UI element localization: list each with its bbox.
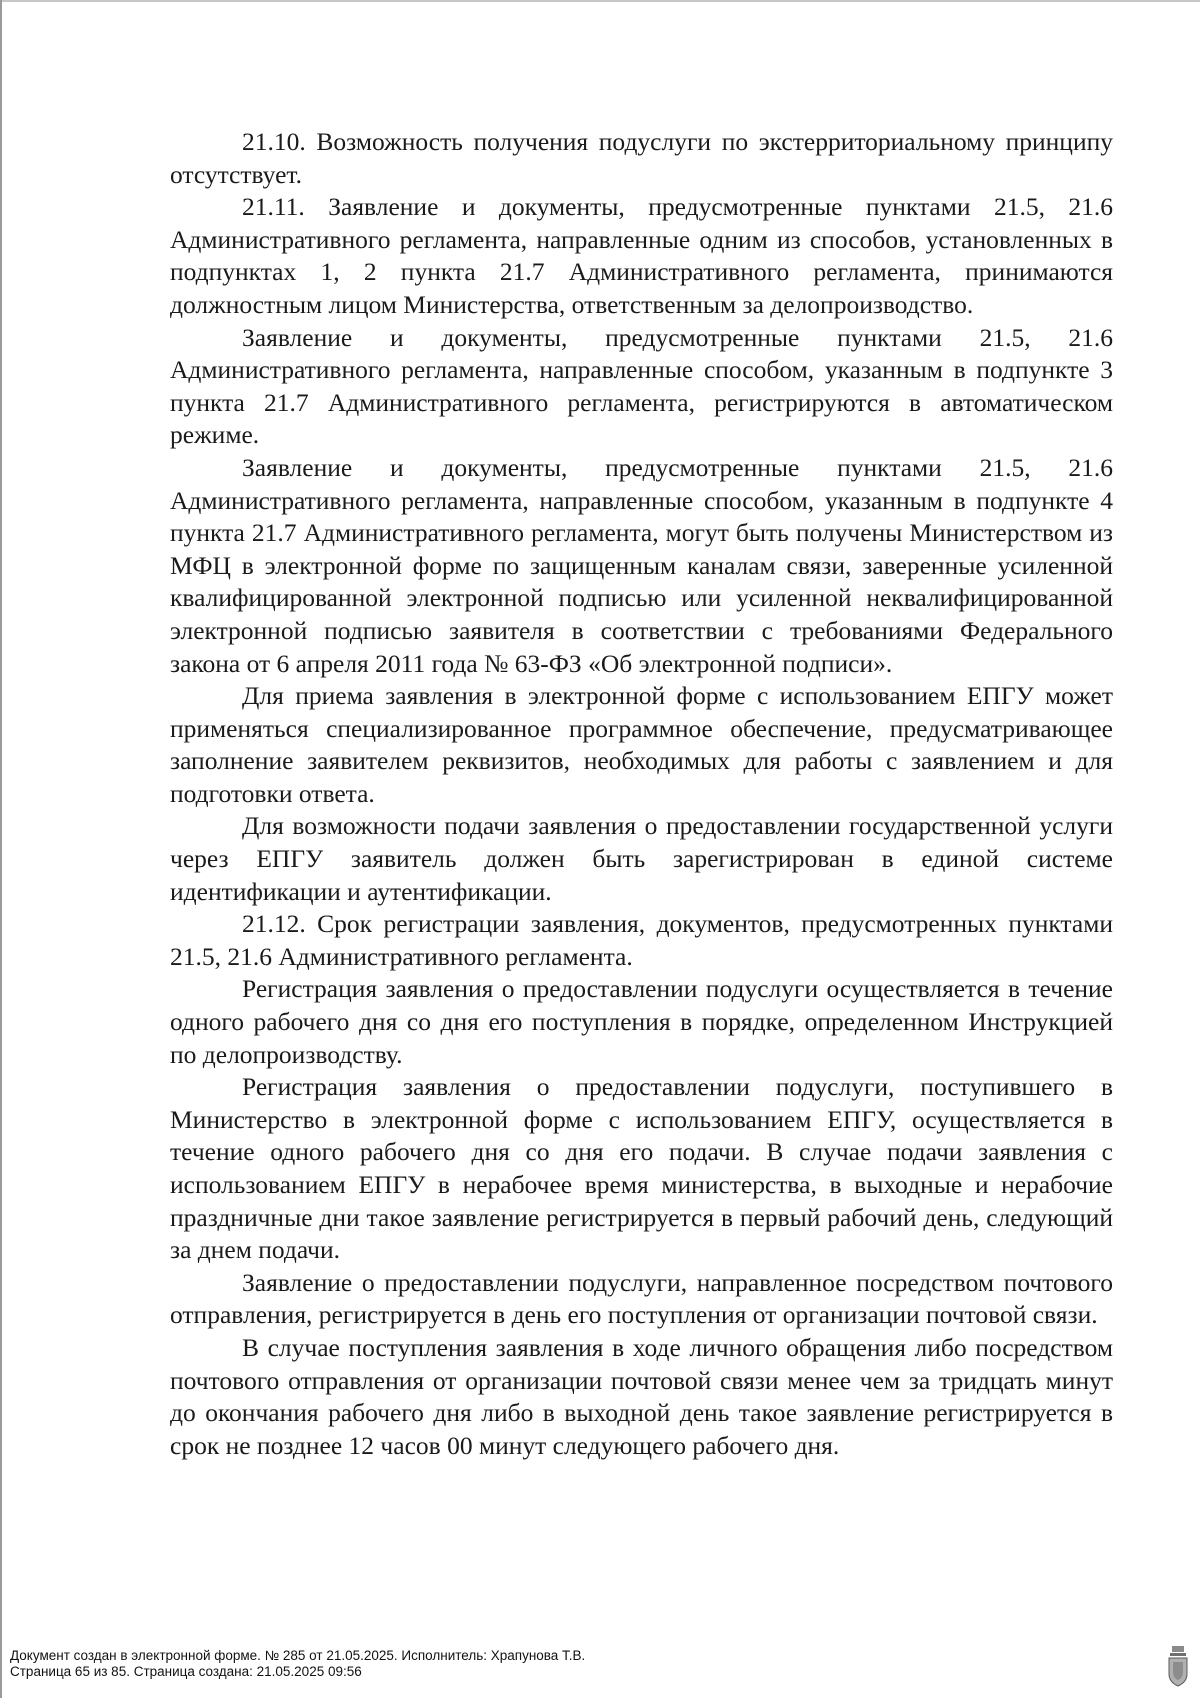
- paragraph-epgu-software: Для приема заявления в электронной форме с использованием ЕПГУ может применяться специализированное программное обеспечение, предусматривающее заполнение заявителем реквизитов, необходимых для работы с заявлением и для подготовки ответа.: [170, 681, 1113, 808]
- paragraph-21-11: 21.11. Заявление и документы, предусмотренные пунктами 21.5, 21.6 Административного регламента, направленные одним из способов, установленных в подпунктах 1, 2 пункта 21.7 Административного регламента, принимаются должностным лицом Министерства, ответственным за делопроизводство.: [170, 192, 1113, 319]
- document-body: [170, 126, 1113, 1462]
- page-top-edge: [0, 0, 1200, 2]
- paragraph-21-12: 21.12. Срок регистрации заявления, документов, предусмотренных пунктами 21.5, 21.6 Административного регламента.: [170, 909, 1113, 971]
- page-left-edge: [0, 0, 2, 1698]
- paragraph-electronic-registration: Регистрация заявления о предоставлении подуслуги, поступившего в Министерство в электронной форме с использованием ЕПГУ, осуществляется в течение одного рабочего дня со дня его подачи. В случае подачи заявления с использованием ЕПГУ в нерабочее время министерства, в выходные и нерабочие праздничные дни такое заявление регистрируется в первый рабочий день, следующий за днем подачи.: [170, 1072, 1113, 1265]
- paragraph-postal-registration: Заявление о предоставлении подуслуги, направленное посредством почтового отправления, регистрируется в день его поступления от организации почтовой связи.: [170, 1267, 1113, 1330]
- paragraph-late-submission: В случае поступления заявления в ходе личного обращения либо посредством почтового отправления от организации почтовой связи менее чем за тридцать минут до окончания рабочего дня либо в выходной день такое заявление регистрируется в срок не позднее 12 часов 00 минут следующего рабочего дня.: [170, 1332, 1113, 1460]
- paragraph-21-10: 21.10. Возможность получения подуслуги по экстерриториальному принципу отсутствует.: [170, 127, 1113, 189]
- paragraph-mfc-documents: Заявление и документы, предусмотренные пунктами 21.5, 21.6 Административного регламента, направленные способом, указанным в подпункте 4 пункта 21.7 Административного регламента, могут быть получены Министерством из МФЦ в электронной форме по защищенным каналам связи, заверенные усиленной квалифицированной электронной подписью или усиленной неквалифицированной электронной подписью заявителя в соответствии с требованиями Федерального закона от 6 апреля 2011 года № 63-ФЗ «Об электронной подписи».: [170, 452, 1113, 678]
- document-footer: [10, 1648, 585, 1680]
- paragraph-epgu-registration: Для возможности подачи заявления о предоставлении государственной услуги через ЕПГУ заявитель должен быть зарегистрирован в единой системе идентификации и аутентификации.: [170, 811, 1113, 906]
- footer-document-info: Документ создан в электронной форме. № 285 от 21.05.2025. Исполнитель: Храпунова Т.В.: [10, 1648, 586, 1663]
- paragraph-registration-term: Регистрация заявления о предоставлении подуслуги осуществляется в течение одного рабочего дня со дня его поступления в порядке, определенном Инструкцией по делопроизводству.: [170, 974, 1113, 1069]
- coat-of-arms-icon: [1166, 1640, 1190, 1688]
- footer-page-info: Страница 65 из 85. Страница создана: 21.05.2025 09:56: [10, 1664, 362, 1679]
- paragraph-automatic-registration: Заявление и документы, предусмотренные пунктами 21.5, 21.6 Административного регламента, направленные способом, указанным в подпункте 3 пункта 21.7 Административного регламента, регистрируются в автоматическом режиме.: [170, 322, 1113, 450]
